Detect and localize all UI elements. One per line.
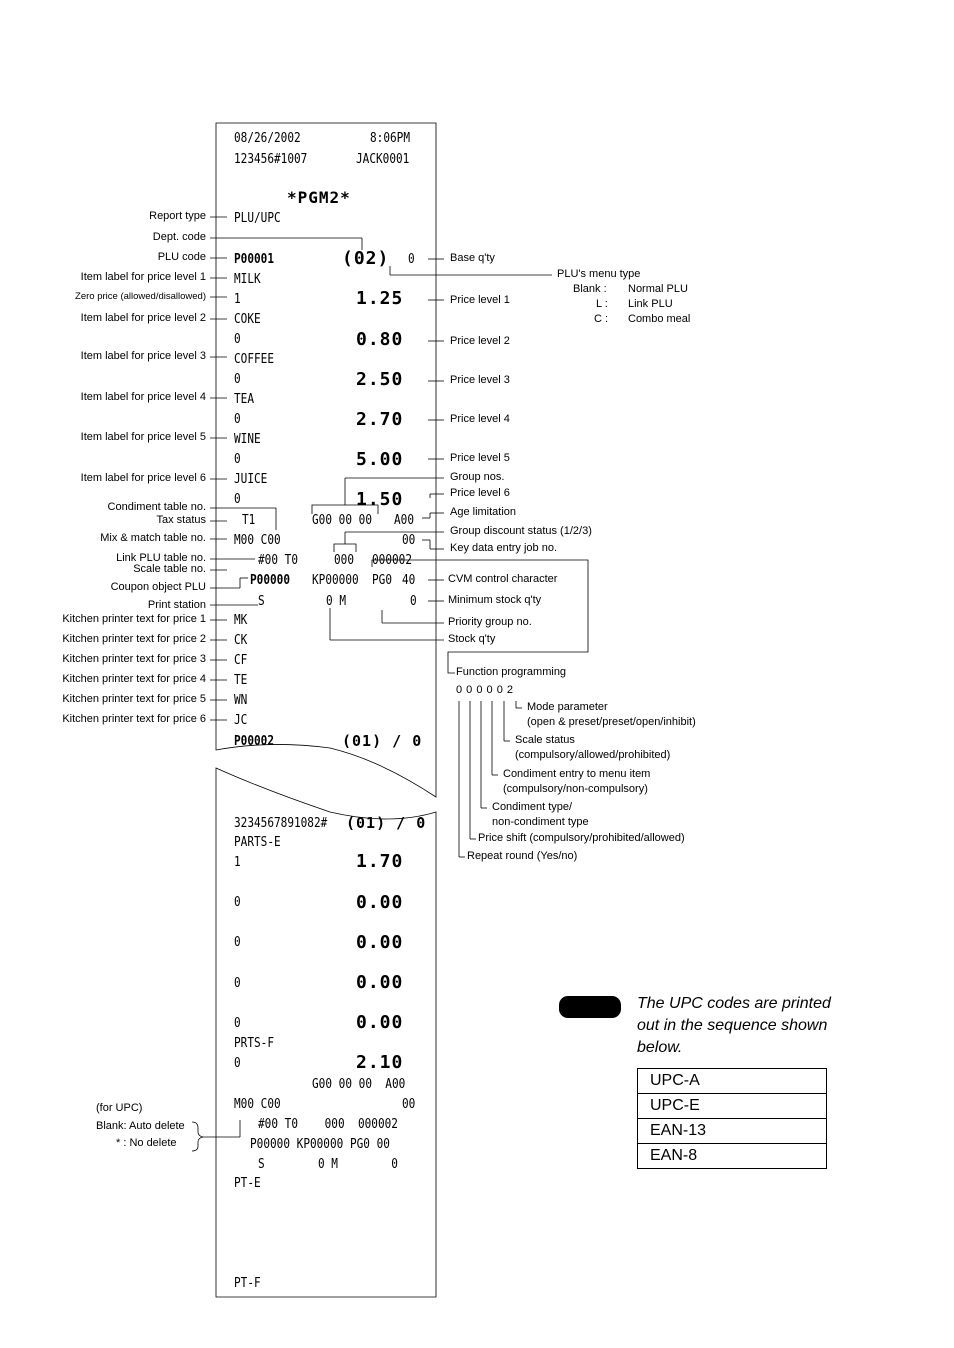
label-zero-price: Zero price (allowed/disallowed) bbox=[75, 291, 206, 302]
zero-price-3: 0 bbox=[234, 371, 241, 387]
label-condiment: Condiment table no. bbox=[107, 501, 206, 513]
label-plu-code: PLU code bbox=[157, 251, 206, 263]
key-data: 00 bbox=[402, 532, 416, 548]
next-dept: (01) / 0 bbox=[342, 732, 423, 750]
label-link: Link PLU table no. bbox=[116, 552, 206, 564]
label-min-stock: Minimum stock q'ty bbox=[448, 594, 542, 606]
label-mixmatch: Mix & match table no. bbox=[100, 532, 206, 544]
label-coupon: Coupon object PLU bbox=[110, 581, 206, 593]
upc-key-data: 00 bbox=[402, 1096, 416, 1112]
kp-text-6: JC bbox=[234, 712, 248, 728]
label-price-level-4: Price level 4 bbox=[450, 413, 510, 425]
upc-zero-2: 0 bbox=[234, 894, 241, 910]
report-type: PLU/UPC bbox=[234, 210, 281, 226]
note-badge bbox=[559, 996, 621, 1018]
label-for-upc: (for UPC) bbox=[96, 1102, 143, 1114]
upc-dept: (01) / 0 bbox=[346, 814, 427, 832]
label-price-level-3: Price level 3 bbox=[450, 374, 510, 386]
price-6: 1.50 bbox=[356, 489, 404, 510]
upc-item-label-6: PRTS-F bbox=[234, 1035, 275, 1051]
kp-text-1: MK bbox=[234, 612, 248, 628]
label-blank-auto: Blank: Auto delete bbox=[96, 1120, 185, 1132]
stock-qty: 0 M bbox=[326, 593, 347, 609]
upc-zero-6: 0 bbox=[234, 1055, 241, 1071]
zero-price-2: 0 bbox=[234, 331, 241, 347]
upc-pt-f: PT-F bbox=[234, 1275, 261, 1291]
table-row bbox=[638, 1094, 827, 1119]
label-price-shift: Price shift (compulsory/prohibited/allowed) bbox=[478, 832, 685, 844]
label-func-prog: Function programming bbox=[456, 666, 567, 678]
label-cvm: CVM control character bbox=[448, 573, 558, 585]
receipt-consecutive: 123456#1007 bbox=[234, 151, 308, 167]
function-prog: 000002 bbox=[372, 552, 413, 568]
label-key-data: Key data entry job no. bbox=[450, 542, 558, 554]
upc-coupon-line: P00000 KP00000 PG0 00 bbox=[250, 1136, 390, 1152]
label-mode-param-2: (open & preset/preset/open/inhibit) bbox=[527, 716, 696, 728]
label-repeat: Repeat round (Yes/no) bbox=[467, 850, 578, 862]
upc-code-cell: EAN-8 bbox=[638, 1144, 827, 1169]
item-label-6: JUICE bbox=[234, 471, 268, 487]
age-limit: A00 bbox=[394, 512, 415, 528]
table-row bbox=[638, 1144, 827, 1169]
tax-status: T1 bbox=[242, 512, 256, 528]
label-stock-qty: Stock q'ty bbox=[448, 633, 496, 645]
label-age: Age limitation bbox=[450, 506, 517, 518]
label-menu-type: PLU's menu type bbox=[557, 268, 641, 280]
upc-price-3: 0.00 bbox=[356, 932, 404, 953]
upc-zero-1: 1 bbox=[234, 854, 241, 870]
mix-match: M00 C00 bbox=[234, 532, 281, 548]
label-item-3: Item label for price level 3 bbox=[80, 350, 206, 362]
label-c-key: C : bbox=[594, 313, 609, 325]
label-item-2: Item label for price level 2 bbox=[80, 312, 206, 324]
group-nos: G00 00 00 bbox=[312, 512, 372, 528]
upc-mix-match: M00 C00 bbox=[234, 1096, 281, 1112]
label-price-level-1: Price level 1 bbox=[450, 294, 510, 306]
upc-pt-e: PT-E bbox=[234, 1175, 261, 1191]
kp-text-5: WN bbox=[234, 692, 248, 708]
label-l-key: L : bbox=[596, 298, 608, 310]
min-stock: 40 bbox=[402, 572, 416, 588]
upc-code: 3234567891082# bbox=[234, 815, 328, 831]
label-cond-type: Condiment type/ bbox=[492, 801, 573, 813]
label-kp-4: Kitchen printer text for price 4 bbox=[62, 673, 206, 685]
label-kp-3: Kitchen printer text for price 3 bbox=[62, 653, 206, 665]
upc-link-line: #00 T0 000 000002 bbox=[258, 1116, 398, 1132]
label-price-level-6: Price level 6 bbox=[450, 487, 510, 499]
upc-code-table bbox=[637, 1068, 827, 1169]
label-group-nos: Group nos. bbox=[450, 471, 505, 483]
upc-price-6: 2.10 bbox=[356, 1052, 404, 1073]
item-label-1: MILK bbox=[234, 271, 261, 287]
label-item-1: Item label for price level 1 bbox=[80, 271, 206, 283]
kp-text-2: CK bbox=[234, 632, 248, 648]
base-qty: 0 bbox=[408, 251, 415, 267]
receipt-date: 08/26/2002 bbox=[234, 130, 301, 146]
print-station: S bbox=[258, 593, 265, 609]
price-5: 5.00 bbox=[356, 449, 404, 470]
coupon-plu: P00000 bbox=[250, 572, 291, 588]
table-row bbox=[638, 1119, 827, 1144]
label-group-disc: Group discount status (1/2/3) bbox=[450, 525, 592, 537]
dept-code: (02) bbox=[342, 248, 390, 269]
label-mode-param: Mode parameter bbox=[527, 701, 608, 713]
label-cond-entry-2: (compulsory/non-compulsory) bbox=[503, 783, 648, 795]
zero-price-5: 0 bbox=[234, 451, 241, 467]
label-dept-code: Dept. code bbox=[152, 231, 206, 243]
upc-item-label-1: PARTS-E bbox=[234, 834, 281, 850]
plu-code: P00001 bbox=[234, 251, 275, 267]
priority-group: PG0 bbox=[372, 572, 393, 588]
label-kp-2: Kitchen printer text for price 2 bbox=[62, 633, 206, 645]
label-tax: Tax status bbox=[156, 514, 206, 526]
label-report-type: Report type bbox=[149, 210, 206, 222]
label-kp-6: Kitchen printer text for price 6 bbox=[62, 713, 206, 725]
report-title: *PGM2* bbox=[287, 188, 351, 207]
price-3: 2.50 bbox=[356, 369, 404, 390]
cvm-char: KP00000 bbox=[312, 572, 359, 588]
zero-price-1: 1 bbox=[234, 291, 241, 307]
label-scale: Scale table no. bbox=[133, 563, 206, 575]
label-blank-key: Blank : bbox=[573, 283, 607, 295]
upc-zero-4: 0 bbox=[234, 975, 241, 991]
upc-station-line: S 0 M 0 bbox=[258, 1156, 398, 1172]
label-price-level-2: Price level 2 bbox=[450, 335, 510, 347]
upc-price-2: 0.00 bbox=[356, 892, 404, 913]
upc-code-cell: EAN-13 bbox=[638, 1119, 827, 1144]
label-no-delete: * : No delete bbox=[116, 1137, 177, 1149]
label-item-6: Item label for price level 6 bbox=[80, 472, 206, 484]
item-label-2: COKE bbox=[234, 311, 261, 327]
item-label-4: TEA bbox=[234, 391, 255, 407]
zero-price-4: 0 bbox=[234, 411, 241, 427]
label-scale-status-2: (compulsory/allowed/prohibited) bbox=[515, 749, 671, 761]
upc-group-line: G00 00 00 A00 bbox=[312, 1076, 406, 1092]
label-price-level-5: Price level 5 bbox=[450, 452, 510, 464]
label-kp-5: Kitchen printer text for price 5 bbox=[62, 693, 206, 705]
zero-price-6: 0 bbox=[234, 491, 241, 507]
upc-code-cell: UPC-E bbox=[638, 1094, 827, 1119]
label-blank-val: Normal PLU bbox=[628, 283, 688, 295]
item-label-3: COFFEE bbox=[234, 351, 275, 367]
label-scale-status: Scale status bbox=[515, 734, 575, 746]
group-discount: 000 bbox=[334, 552, 355, 568]
label-kp-1: Kitchen printer text for price 1 bbox=[62, 613, 206, 625]
upc-code-cell: UPC-A bbox=[638, 1069, 827, 1094]
item-label-5: WINE bbox=[234, 431, 261, 447]
price-4: 2.70 bbox=[356, 409, 404, 430]
label-l-val: Link PLU bbox=[628, 298, 673, 310]
label-priority: Priority group no. bbox=[448, 616, 532, 628]
upc-price-5: 0.00 bbox=[356, 1012, 404, 1033]
kp-text-4: TE bbox=[234, 672, 248, 688]
upc-price-4: 0.00 bbox=[356, 972, 404, 993]
link-plu: #00 T0 bbox=[258, 552, 299, 568]
upc-price-1: 1.70 bbox=[356, 851, 404, 872]
label-item-5: Item label for price level 5 bbox=[80, 431, 206, 443]
receipt-clerk: JACK0001 bbox=[356, 151, 410, 167]
upc-zero-5: 0 bbox=[234, 1015, 241, 1031]
table-row bbox=[638, 1069, 827, 1094]
note-text: The UPC codes are printed out in the sequence shown below. bbox=[637, 995, 831, 1056]
receipt-time: 8:06PM bbox=[370, 130, 411, 146]
next-plu: P00002 bbox=[234, 733, 275, 749]
price-1: 1.25 bbox=[356, 288, 404, 309]
label-station: Print station bbox=[147, 599, 206, 611]
label-item-4: Item label for price level 4 bbox=[80, 391, 206, 403]
label-base-qty: Base q'ty bbox=[450, 252, 495, 264]
label-c-val: Combo meal bbox=[628, 313, 691, 325]
label-func-digits: 0 0 0 0 0 2 bbox=[456, 684, 514, 696]
stock-last: 0 bbox=[410, 593, 417, 609]
price-2: 0.80 bbox=[356, 329, 404, 350]
label-cond-entry: Condiment entry to menu item bbox=[503, 768, 651, 780]
upc-zero-3: 0 bbox=[234, 934, 241, 950]
kp-text-3: CF bbox=[234, 652, 248, 668]
label-cond-type-2: non-condiment type bbox=[492, 816, 589, 828]
